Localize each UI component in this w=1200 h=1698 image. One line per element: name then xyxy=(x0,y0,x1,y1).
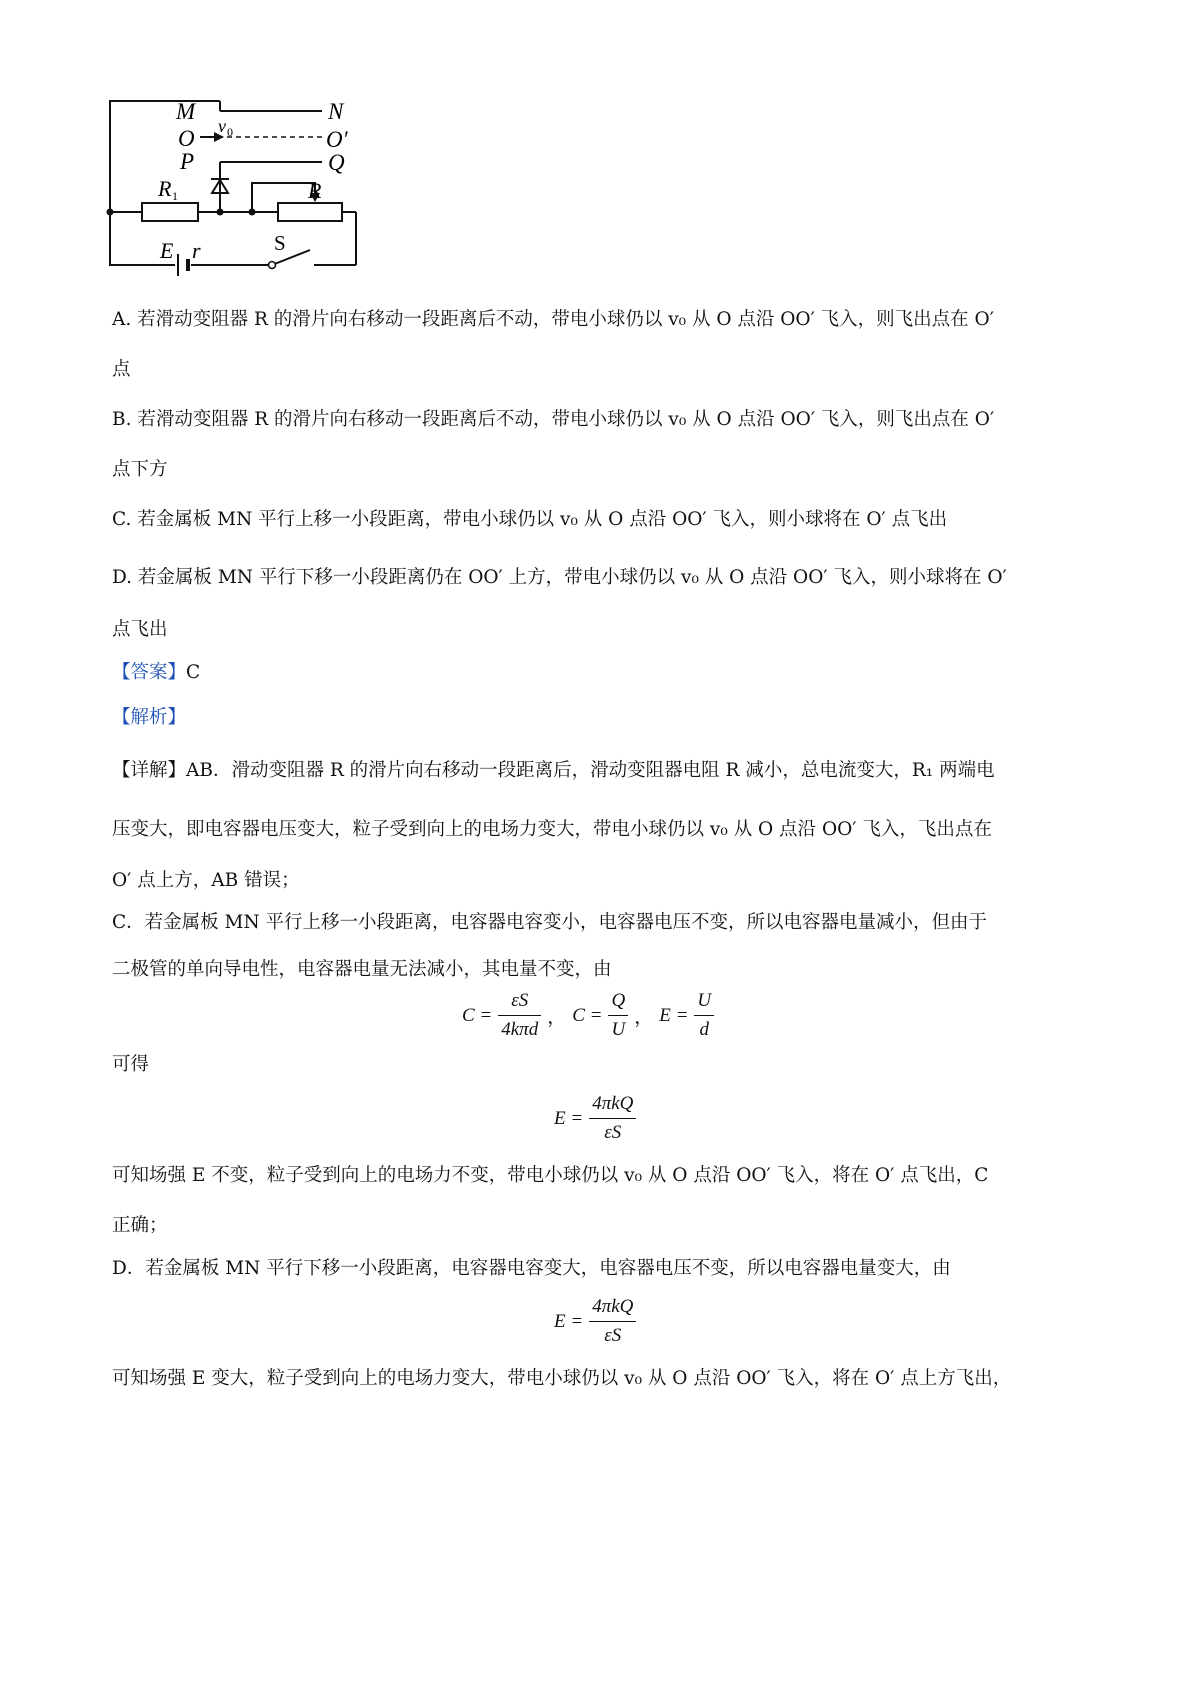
label-R1: R xyxy=(158,176,172,201)
eq1-c-lhs: C = xyxy=(462,1004,493,1026)
detail-line-2: 压变大，即电容器电压变大，粒子受到向上的电场力变大，带电小球仍以 v₀ 从 O 点沿 OO′ 飞入，飞出点在 xyxy=(112,819,992,840)
label-v0-sub: 0 xyxy=(227,125,233,139)
eq1-c-den: 4kπd xyxy=(501,1019,539,1040)
eq2-fraction xyxy=(589,1093,636,1144)
eq3-den: εS xyxy=(604,1325,622,1346)
eq1-e-lhs: E = xyxy=(659,1004,689,1026)
eq2-lhs: E = xyxy=(554,1107,584,1129)
label-r: r xyxy=(192,238,201,263)
option-a: A. 若滑动变阻器 R 的滑片向右移动一段距离后不动，带电小球仍以 v₀ 从 O 点沿 OO′ 飞入，则飞出点在 O′ xyxy=(112,309,994,330)
detail-c-line-3: 可得 xyxy=(112,1054,150,1075)
option-b: B. 若滑动变阻器 R 的滑片向右移动一段距离后不动，带电小球仍以 v₀ 从 O 点沿 OO′ 飞入，则飞出点在 O′ xyxy=(112,409,995,430)
label-S: S xyxy=(274,231,286,255)
eq3-num: 4πkQ xyxy=(589,1296,636,1322)
eq1-c2-fraction xyxy=(608,990,628,1041)
equation-field-strength-1 xyxy=(554,1093,636,1144)
eq1-e-fraction xyxy=(694,990,714,1041)
label-O: O xyxy=(178,126,195,151)
label-E: E xyxy=(160,238,174,263)
option-a-continued: 点 xyxy=(112,359,131,380)
option-b-continued: 点下方 xyxy=(112,459,168,480)
label-O-prime: O′ xyxy=(326,127,348,152)
label-v0: v xyxy=(218,116,226,136)
equation-capacitance-row xyxy=(462,990,714,1041)
eq2-num: 4πkQ xyxy=(589,1093,636,1119)
label-Q: Q xyxy=(328,150,345,175)
detail-line-1: 【详解】AB．滑动变阻器 R 的滑片向右移动一段距离后，滑动变阻器电阻 R 减小，总电流变大，R₁ 两端电 xyxy=(112,760,995,781)
detail-c-line-4: 可知场强 E 不变，粒子受到向上的电场力不变，带电小球仍以 v₀ 从 O 点沿 OO′ 飞入，将在 O′ 点飞出，C xyxy=(112,1165,989,1186)
eq2-den: εS xyxy=(604,1122,622,1143)
detail-line-3: O′ 点上方，AB 错误； xyxy=(112,870,300,891)
answer-line xyxy=(112,660,200,686)
label-N: N xyxy=(328,99,344,124)
eq1-sep1: ， xyxy=(547,1007,567,1028)
eq1-c2-num: Q xyxy=(608,990,628,1016)
eq3-lhs: E = xyxy=(554,1310,584,1332)
label-R: R xyxy=(308,178,322,203)
option-d-continued: 点飞出 xyxy=(112,619,168,640)
eq1-c2-lhs: C = xyxy=(572,1004,603,1026)
circuit-diagram xyxy=(100,90,400,290)
eq1-sep2: ， xyxy=(634,1007,654,1028)
detail-c-line-2: 二极管的单向导电性，电容器电量无法减小，其电量不变，由 xyxy=(112,959,612,980)
label-P: P xyxy=(180,149,195,174)
label-M: M xyxy=(176,99,196,124)
detail-c-line-5: 正确； xyxy=(112,1215,168,1236)
equation-field-strength-2 xyxy=(554,1296,636,1347)
detail-c-line-1: C．若金属板 MN 平行上移一小段距离，电容器电容变小，电容器电压不变，所以电容器电量减小，但由于 xyxy=(112,912,988,933)
eq1-e-num: U xyxy=(694,990,714,1016)
eq1-c-num: εS xyxy=(498,990,541,1016)
detail-d-line-2: 可知场强 E 变大，粒子受到向上的电场力变大，带电小球仍以 v₀ 从 O 点沿 OO′ 飞入，将在 O′ 点上方飞出， xyxy=(112,1368,1012,1389)
option-d: D. 若金属板 MN 平行下移一小段距离仍在 OO′ 上方，带电小球仍以 v₀ 从 O 点沿 OO′ 飞入，则小球将在 O′ xyxy=(112,567,1007,588)
detail-d-line-1: D．若金属板 MN 平行下移一小段距离，电容器电容变大，电容器电压不变，所以电容器电量变大，由 xyxy=(112,1258,951,1279)
eq1-c-fraction xyxy=(498,990,541,1041)
eq3-fraction xyxy=(589,1296,636,1347)
answer-label: 【答案】 xyxy=(112,662,187,683)
label-R1-sub: 1 xyxy=(172,189,178,203)
eq1-c2-den: U xyxy=(611,1019,626,1040)
option-c: C. 若金属板 MN 平行上移一小段距离，带电小球仍以 v₀ 从 O 点沿 OO′ 飞入，则小球将在 O′ 点飞出 xyxy=(112,509,948,530)
answer-value: C xyxy=(186,662,201,683)
eq1-e-den: d xyxy=(699,1019,710,1040)
analysis-label: 【解析】 xyxy=(112,707,187,728)
